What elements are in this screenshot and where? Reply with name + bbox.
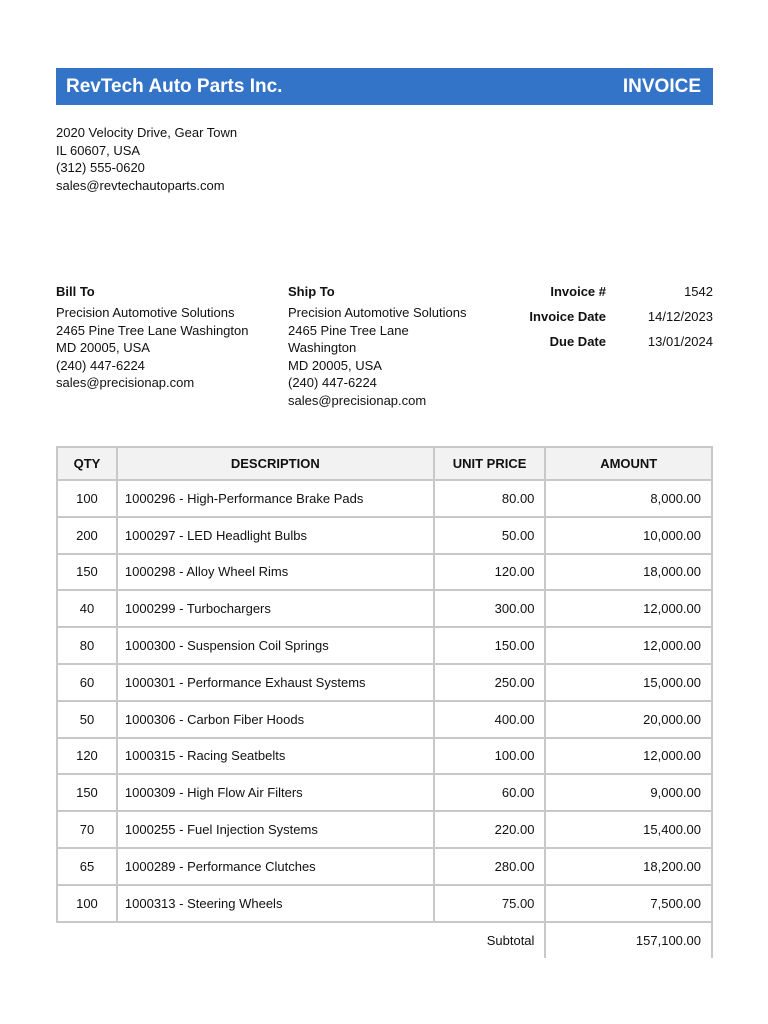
ship-to-line: Precision Automotive Solutions: [288, 305, 467, 320]
qty-cell: 50: [57, 701, 117, 738]
document-type-title: INVOICE: [622, 75, 701, 97]
invoice-date-label: Invoice Date: [529, 309, 606, 324]
sender-email: sales@revtechautoparts.com: [56, 177, 225, 193]
table-row: [57, 627, 712, 664]
ship-to-email: sales@precisionap.com: [288, 392, 427, 408]
sender-address: [56, 124, 237, 194]
invoice-number-row: [500, 283, 713, 308]
table-row: [57, 664, 712, 701]
description-cell: 1000313 - Steering Wheels: [117, 885, 434, 922]
due-date-row: [500, 333, 713, 358]
qty-cell: 65: [57, 848, 117, 885]
due-date-label: Due Date: [549, 334, 606, 349]
table-row: [57, 701, 712, 738]
unit-price-cell: 120.00: [434, 554, 546, 591]
ship-to-block: [288, 283, 508, 410]
qty-cell: 150: [57, 554, 117, 591]
ship-to-line: 2465 Pine Tree Lane: [288, 322, 409, 338]
table-row: [57, 774, 712, 811]
table-row: [57, 480, 712, 517]
ship-to-line: MD 20005, USA: [288, 357, 382, 373]
amount-cell: 15,400.00: [545, 811, 712, 848]
description-cell: 1000300 - Suspension Coil Springs: [117, 627, 434, 664]
amount-cell: 7,500.00: [545, 885, 712, 922]
amount-cell: 12,000.00: [545, 590, 712, 627]
description-cell: 1000301 - Performance Exhaust Systems: [117, 664, 434, 701]
ship-to-line: Washington: [288, 340, 357, 356]
subtotal-row: [57, 922, 712, 959]
qty-header: QTY: [57, 447, 117, 480]
description-header: DESCRIPTION: [117, 447, 434, 480]
line-items-table: [56, 446, 713, 958]
invoice-number-label: Invoice #: [550, 284, 606, 299]
invoice-number-value: 1542: [684, 284, 713, 299]
unit-price-cell: 300.00: [434, 590, 546, 627]
bill-to-block: [56, 283, 276, 392]
description-cell: 1000299 - Turbochargers: [117, 590, 434, 627]
invoice-header-bar: [56, 68, 713, 105]
description-cell: 1000296 - High-Performance Brake Pads: [117, 480, 434, 517]
amount-cell: 9,000.00: [545, 774, 712, 811]
description-cell: 1000315 - Racing Seatbelts: [117, 738, 434, 775]
table-row: [57, 885, 712, 922]
table-row: [57, 517, 712, 554]
sender-phone: (312) 555-0620: [56, 160, 145, 176]
qty-cell: 200: [57, 517, 117, 554]
qty-cell: 80: [57, 627, 117, 664]
amount-cell: 12,000.00: [545, 627, 712, 664]
bill-to-email: sales@precisionap.com: [56, 375, 195, 391]
bill-to-phone: (240) 447-6224: [56, 357, 145, 373]
qty-cell: 150: [57, 774, 117, 811]
qty-cell: 60: [57, 664, 117, 701]
amount-cell: 10,000.00: [545, 517, 712, 554]
qty-cell: 70: [57, 811, 117, 848]
amount-header: AMOUNT: [545, 447, 712, 480]
invoice-meta: [500, 283, 713, 358]
unit-price-cell: 280.00: [434, 848, 546, 885]
amount-cell: 18,000.00: [545, 554, 712, 591]
unit-price-cell: 50.00: [434, 517, 546, 554]
qty-cell: 100: [57, 480, 117, 517]
unit-price-cell: 220.00: [434, 811, 546, 848]
bill-to-line: MD 20005, USA: [56, 340, 150, 356]
table-row: [57, 554, 712, 591]
sender-address-line: IL 60607, USA: [56, 142, 141, 158]
invoice-date-row: [500, 308, 713, 333]
qty-cell: 100: [57, 885, 117, 922]
amount-cell: 8,000.00: [545, 480, 712, 517]
table-row: [57, 848, 712, 885]
qty-cell: 120: [57, 738, 117, 775]
unit-price-cell: 250.00: [434, 664, 546, 701]
unit-price-cell: 75.00: [434, 885, 546, 922]
description-cell: 1000298 - Alloy Wheel Rims: [117, 554, 434, 591]
table-row: [57, 738, 712, 775]
unit-price-cell: 150.00: [434, 627, 546, 664]
amount-cell: 18,200.00: [545, 848, 712, 885]
due-date-value: 13/01/2024: [647, 334, 713, 349]
description-cell: 1000289 - Performance Clutches: [117, 848, 434, 885]
invoice-date-value: 14/12/2023: [647, 309, 713, 324]
subtotal-label: Subtotal: [486, 932, 535, 948]
qty-cell: 40: [57, 590, 117, 627]
table-row: [57, 590, 712, 627]
bill-to-line: 2465 Pine Tree Lane Washington: [56, 322, 249, 338]
amount-cell: 12,000.00: [545, 738, 712, 775]
unit-price-cell: 100.00: [434, 738, 546, 775]
unit-price-cell: 400.00: [434, 701, 546, 738]
subtotal-value: 157,100.00: [545, 922, 712, 959]
sender-address-line: 2020 Velocity Drive, Gear Town: [56, 125, 238, 140]
bill-to-line: Precision Automotive Solutions: [56, 305, 235, 320]
description-cell: 1000297 - LED Headlight Bulbs: [117, 517, 434, 554]
description-cell: 1000306 - Carbon Fiber Hoods: [117, 701, 434, 738]
amount-cell: 20,000.00: [545, 701, 712, 738]
description-cell: 1000255 - Fuel Injection Systems: [117, 811, 434, 848]
unit-price-header: UNIT PRICE: [434, 447, 546, 480]
ship-to-title: Ship To: [288, 284, 335, 299]
table-header-row: [57, 447, 712, 480]
bill-to-title: Bill To: [56, 284, 95, 299]
amount-cell: 15,000.00: [545, 664, 712, 701]
table-row: [57, 811, 712, 848]
unit-price-cell: 60.00: [434, 774, 546, 811]
company-name: RevTech Auto Parts Inc.: [66, 75, 283, 97]
description-cell: 1000309 - High Flow Air Filters: [117, 774, 434, 811]
ship-to-phone: (240) 447-6224: [288, 375, 377, 391]
unit-price-cell: 80.00: [434, 480, 546, 517]
